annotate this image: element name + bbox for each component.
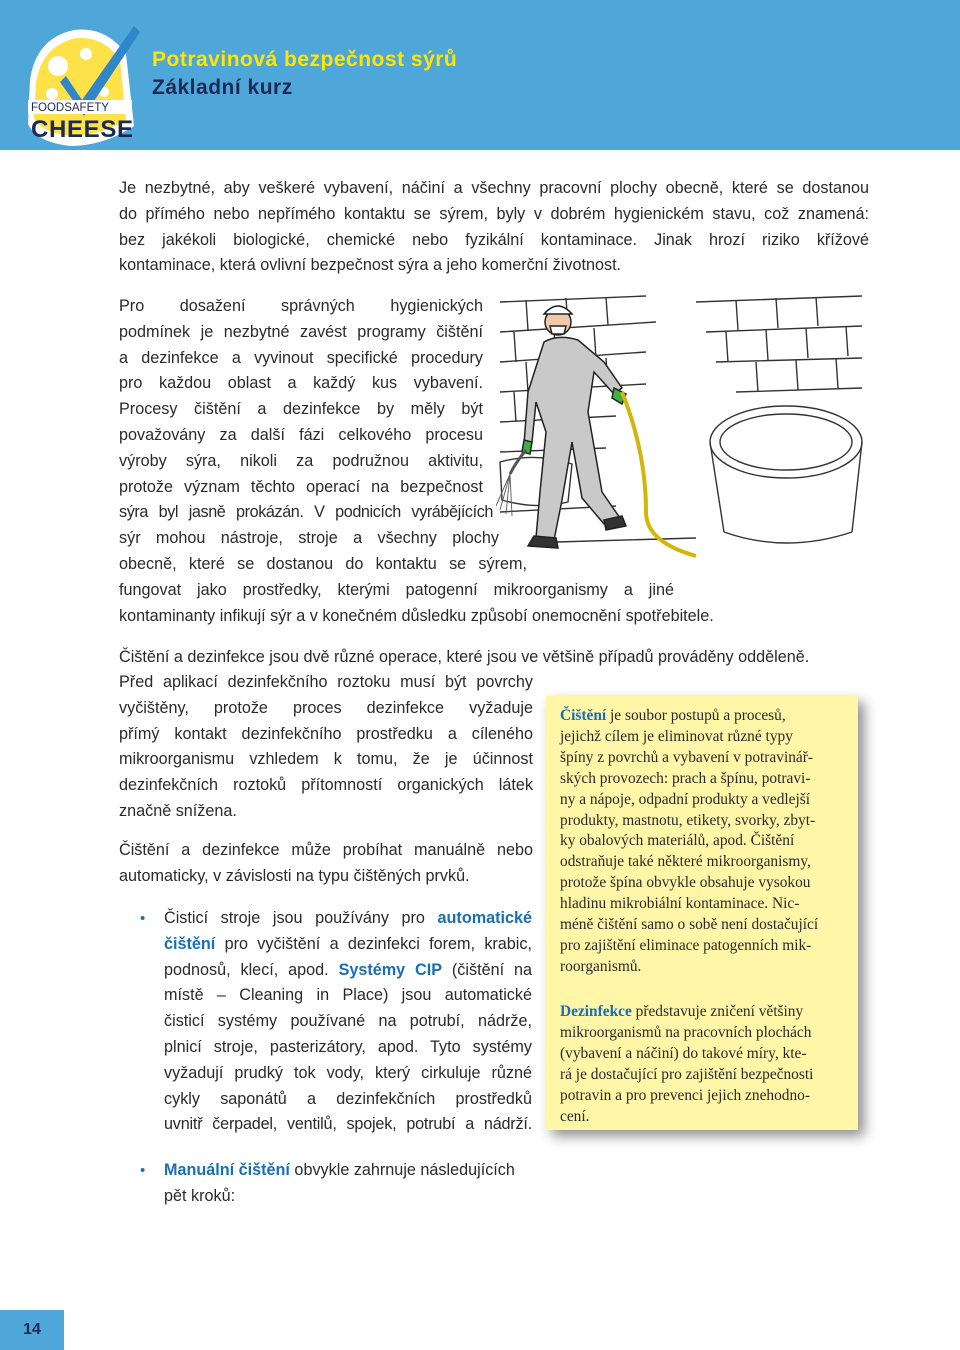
intro-line: Je nezbytné, aby veškeré vybavení, náčiní a všechny pracovní plochy obecně, které se dostanou bbox=[119, 179, 869, 197]
definition-text: je soubor postupů a procesů, bbox=[606, 707, 786, 724]
bullet-text: podnosů, klecí, apod. bbox=[164, 960, 339, 979]
intro-line: bez jakékoli biologické, chemické nebo fyzikální kontaminace. Jinak hrozí riziko křížové bbox=[119, 230, 869, 249]
bullet-marker: • bbox=[140, 910, 146, 927]
definition-line: protože špína obvykle obsahuje vysokou bbox=[560, 874, 811, 892]
programs-line: sýra byl jasně prokázán. V podnicích vyrábějících bbox=[119, 503, 493, 522]
keyword-automatic: automatické bbox=[437, 909, 532, 927]
definition-line: produkty, mastnotu, etikety, svorky, zbyt- bbox=[560, 811, 816, 829]
bullet-line bbox=[164, 958, 532, 984]
bullet-line bbox=[164, 1158, 564, 1184]
operations-line: přímý kontakt dezinfekčního prostředku a cíleného bbox=[119, 724, 533, 743]
programs-paragraph bbox=[119, 294, 799, 629]
bullet-manual bbox=[164, 1158, 564, 1210]
definition-line: hladinu mikrobiální kontaminace. Nic- bbox=[560, 895, 800, 913]
bullet-marker: • bbox=[140, 1162, 146, 1179]
keyword-cip: Systémy CIP bbox=[338, 960, 443, 979]
programs-line: sýr mohou nástroje, stroje a všechny plochy bbox=[119, 529, 499, 548]
keyword-cleaning: čištění bbox=[164, 934, 216, 953]
page-subtitle: Základní kurz bbox=[152, 76, 293, 99]
definition-line: mikroorganismů na pracovních plochách bbox=[560, 1023, 812, 1041]
logo-text-top: FOODSAFETY bbox=[31, 102, 109, 114]
operations-line: mikroorganismu vzhledem k tomu, že je účinnost bbox=[119, 750, 533, 769]
programs-line: podmínek je nezbytné zavést programy čištění bbox=[119, 322, 483, 341]
programs-line: obecně, které se dostanou do kontaktu se sýrem, bbox=[119, 554, 527, 573]
keyword-manual-cleaning: Manuální čištění bbox=[164, 1161, 290, 1179]
definition-line bbox=[560, 1002, 856, 1023]
term-disinfection: Dezinfekce bbox=[560, 1003, 632, 1020]
operations-paragraph bbox=[119, 670, 533, 825]
bullet-text: (čištění na bbox=[442, 960, 532, 979]
programs-line: Pro dosažení správných hygienických bbox=[119, 297, 483, 315]
programs-line: výroby sýra, nikoli za podružnou aktivitu, bbox=[119, 451, 483, 470]
bullet-text: obvykle zahrnuje následujících bbox=[289, 1161, 515, 1179]
programs-line: a dezinfekce a vyvinout specifické procedury bbox=[119, 348, 483, 367]
operations-line: dezinfekčních roztoků přítomností organických látek bbox=[119, 776, 533, 795]
definition-line: ky obalových materiálů, apod. Čištění bbox=[560, 832, 795, 850]
page-title: Potravinová bezpečnost sýrů bbox=[152, 48, 458, 71]
manual-auto-line: Čištění a dezinfekce může probíhat manuálně nebo bbox=[119, 841, 533, 859]
operations-line-full: Čištění a dezinfekce jsou dvě různé operace, které jsou ve většině případů prováděny odděleně. bbox=[119, 648, 810, 666]
operations-line: Před aplikací dezinfekčního roztoku musí být povrchy bbox=[119, 673, 533, 691]
definition-text: představuje zničení většiny bbox=[631, 1003, 804, 1020]
header-band bbox=[0, 0, 960, 150]
definition-line: pro zajištění eliminace patogenních mik- bbox=[560, 936, 812, 954]
bullet-line bbox=[164, 932, 532, 958]
programs-line: protože význam těchto operací na bezpečnost bbox=[119, 477, 483, 496]
programs-line: kontaminanty infikují sýr a v konečném důsledku způsobí onemocnění spotřebitele. bbox=[119, 606, 714, 625]
definition-disinfection bbox=[560, 1002, 856, 1127]
programs-line: fungovat jako prostředky, kterými patogenní mikroorganismy a jiné bbox=[119, 580, 674, 599]
bullet-line: uvnitř čerpadel, ventilů, spojek, potrubí a nádrží. bbox=[164, 1115, 532, 1134]
operations-line: vyčištěny, protože proces dezinfekce vyžaduje bbox=[119, 698, 533, 717]
definition-line: rá je dostačující pro zajištění bezpečnosti bbox=[560, 1065, 814, 1083]
manual-auto-line: automaticky, v závislosti na typu čištěných prvků. bbox=[119, 866, 470, 885]
bullet-line: cykly saponátů a dezinfekčních prostředků bbox=[164, 1089, 532, 1108]
foodsafety-cheese-logo bbox=[22, 20, 144, 152]
definition-line: ských provozech: prach a špínu, potravi- bbox=[560, 769, 811, 787]
programs-line: Procesy čištění a dezinfekce by měly být bbox=[119, 400, 483, 419]
bullet-line: pět kroků: bbox=[164, 1186, 236, 1205]
programs-line: pro každou oblast a každý kus vybavení. bbox=[119, 374, 483, 393]
intro-paragraph bbox=[119, 176, 869, 279]
definition-line: méně čištění samo o sobě není dostačující bbox=[560, 916, 819, 934]
bullet-automatic bbox=[164, 906, 532, 1138]
definition-line: odstraňuje také některé mikroorganismy, bbox=[560, 853, 811, 871]
bullet-line bbox=[164, 906, 532, 932]
definition-line: špíny z povrchů a vybavení v potravinář- bbox=[560, 748, 814, 766]
bullet-text: pro vyčištění a dezinfekci forem, krabic, bbox=[215, 934, 532, 953]
intro-line: do přímého nebo nepřímého kontaktu se sýrem, byly v dobrém hygienickém stavu, což znamená: bbox=[119, 204, 869, 223]
bullet-line: čisticí systémy používané na potrubí, nádrže, bbox=[164, 1012, 532, 1031]
definition-line: roorganismů. bbox=[560, 957, 642, 975]
definition-line: ny a nápoje, odpadní produkty a vedlejší bbox=[560, 790, 811, 808]
bullet-line: vyžadují prudký tok vody, který cirkuluje různé bbox=[164, 1063, 532, 1082]
page-number: 14 bbox=[0, 1310, 64, 1350]
manual-auto-paragraph bbox=[119, 838, 533, 890]
operations-line: značně snížena. bbox=[119, 801, 237, 820]
definition-line: (vybavení a náčiní) do takové míry, kte- bbox=[560, 1044, 807, 1062]
bullet-line: plnicí stroje, pasterizátory, apod. Tyto systémy bbox=[164, 1037, 532, 1056]
definition-cleaning bbox=[560, 706, 856, 978]
programs-line: považovány za další fázi celkového procesu bbox=[119, 425, 483, 444]
definition-line: potravin a pro prevenci jejich znehodno- bbox=[560, 1086, 811, 1104]
term-cleaning: Čištění bbox=[560, 707, 607, 724]
definition-line: jejichž cílem je eliminovat různé typy bbox=[560, 727, 793, 745]
definition-line: cení. bbox=[560, 1107, 590, 1125]
bullet-line: místě – Cleaning in Place) jsou automatické bbox=[164, 986, 532, 1005]
intro-line: kontaminace, která ovlivní bezpečnost sýra a jeho komerční životnost. bbox=[119, 256, 622, 275]
definition-line bbox=[560, 706, 856, 727]
bullet-text: Čisticí stroje jsou používány pro bbox=[164, 909, 438, 927]
logo-text-bottom: CHEESE bbox=[31, 116, 133, 143]
